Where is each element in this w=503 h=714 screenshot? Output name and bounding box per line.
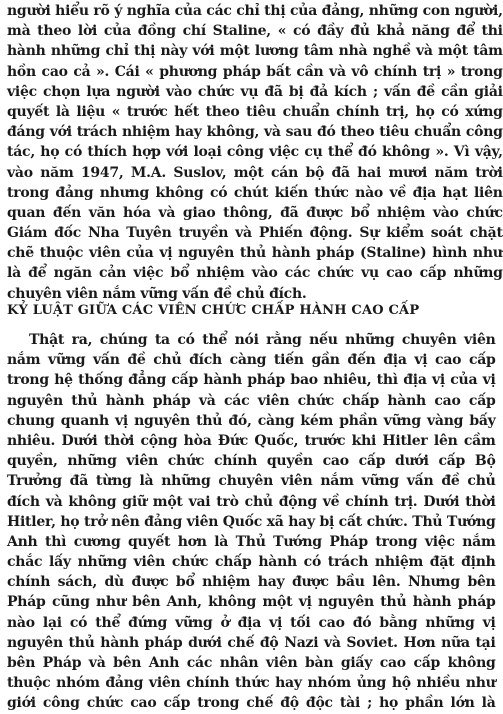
text-line: quyết là liệu « trước hết theo tiêu chuẩn chính trị, họ có xứng xyxy=(7,103,503,120)
text-line: quyền, những viên chức chính quyền cao cấp dưới cấp Bộ xyxy=(7,453,496,470)
text-line: nhiêu. Dưới thời cộng hòa Đức Quốc, trước khi Hitler lên cầm xyxy=(7,432,496,449)
text-line: thuộc nhóm đảng viên chính thức hay nhóm ủng hộ nhiều như xyxy=(7,675,496,692)
text-line: Giám đốc Nha Tuyên truyền và Phiến động. Sự kiểm soát chặt xyxy=(7,225,503,242)
paragraph-2 xyxy=(7,330,496,714)
text-line: là để ngăn cản việc bổ nhiệm vào các chức vụ cao cấp những xyxy=(7,265,503,282)
text-line: hành những chỉ thị này với một lương tâm nhà nghề và một tâm xyxy=(7,43,503,60)
text-line: chẽ thuộc viên của vị nguyên thủ hành pháp (Staline) hình như xyxy=(7,245,503,262)
text-line: mà theo lời của đồng chí Staline, « có đầy đủ khả năng để thi xyxy=(7,23,503,40)
paragraph-1 xyxy=(7,1,503,304)
text-line: hồn cao cả ». Cái « phương pháp bất cần và vô chính trị » trong xyxy=(7,63,503,80)
text-line: Hitler, họ trở nên đảng viên Quốc xã hay bị cất chức. Thủ Tướng xyxy=(7,513,496,530)
text-line: nguyên thủ hành pháp dưới chế độ Nazi và Soviet. Hơn nữa tại xyxy=(7,634,496,651)
text-line: nắm vững vấn đề chủ đích càng tiến gần đến địa vị cao cấp xyxy=(7,352,496,369)
text-line: chắc lấy những viên chức chấp hành có trách nhiệm đặt định xyxy=(7,554,496,571)
text-line: nào lại có thể đứng vững ở địa vị tối cao đó bằng những vị xyxy=(7,614,496,631)
text-line: việc chọn lựa người vào chức vụ đã bị đả kích ; vấn đề cần giải xyxy=(7,83,503,100)
text-line: bên Pháp và bên Anh các nhân viên bàn giấy cao cấp không xyxy=(7,655,496,671)
text-line: đích và không giữ một vai trò chủ động về chính trị. Dưới thời xyxy=(7,493,496,510)
text-line: quan đến văn hóa và giao thông, đã được bổ nhiệm vào chức xyxy=(7,204,503,221)
text-line: vào năm 1947, M.A. Suslov, một cán bộ đã hai mươi năm trời xyxy=(7,164,503,181)
text-line: chuyên viên nắm vững vấn đề chủ đích. xyxy=(7,285,307,302)
text-line: chính sách, dù được bổ nhiệm hay được bầu lên. Nhưng bên xyxy=(7,574,496,591)
text-line: tác, họ có thích hợp với loại công việc cụ thể đó không ». Vì vậy, xyxy=(7,144,503,161)
text-line: nguyên thủ hành pháp và các viên chức chấp hành cao cấp xyxy=(7,392,496,409)
section-heading: KỶ LUẬT GIỮA CÁC VIÊN CHỨC CHẤP HÀNH CAO CẤP xyxy=(7,303,420,318)
text-line: Thật ra, chúng ta có thể nói rằng nếu những chuyên viên xyxy=(29,332,496,348)
text-line: trong đảng nhưng không có chút kiến thức nào về địa hạt liên xyxy=(7,184,503,201)
text-line: Anh thì cương quyết hơn là Thủ Tướng Pháp trong việc nắm xyxy=(7,533,496,550)
text-line: Pháp cũng như bên Anh, không một vị nguyên thủ hành pháp xyxy=(7,594,496,611)
text-line: người hiểu rõ ý nghĩa của các chỉ thị của đảng, những con người, xyxy=(7,3,503,19)
text-line: chung quanh vị nguyên thủ đó, càng kém phần vững vàng bấy xyxy=(7,412,496,429)
text-line: trong hệ thống đẳng cấp hành pháp bao nhiêu, thì địa vị của vị xyxy=(7,372,496,389)
text-line: Trưởng đã từng là những chuyên viên nắm vững vấn đề chủ xyxy=(7,473,496,490)
text-line: đáng với trách nhiệm hay không, và sau đó theo tiêu chuẩn công xyxy=(7,124,503,141)
text-line: giới công chức cao cấp trong chế độ độc tài ; họ phần lớn là xyxy=(7,695,496,712)
